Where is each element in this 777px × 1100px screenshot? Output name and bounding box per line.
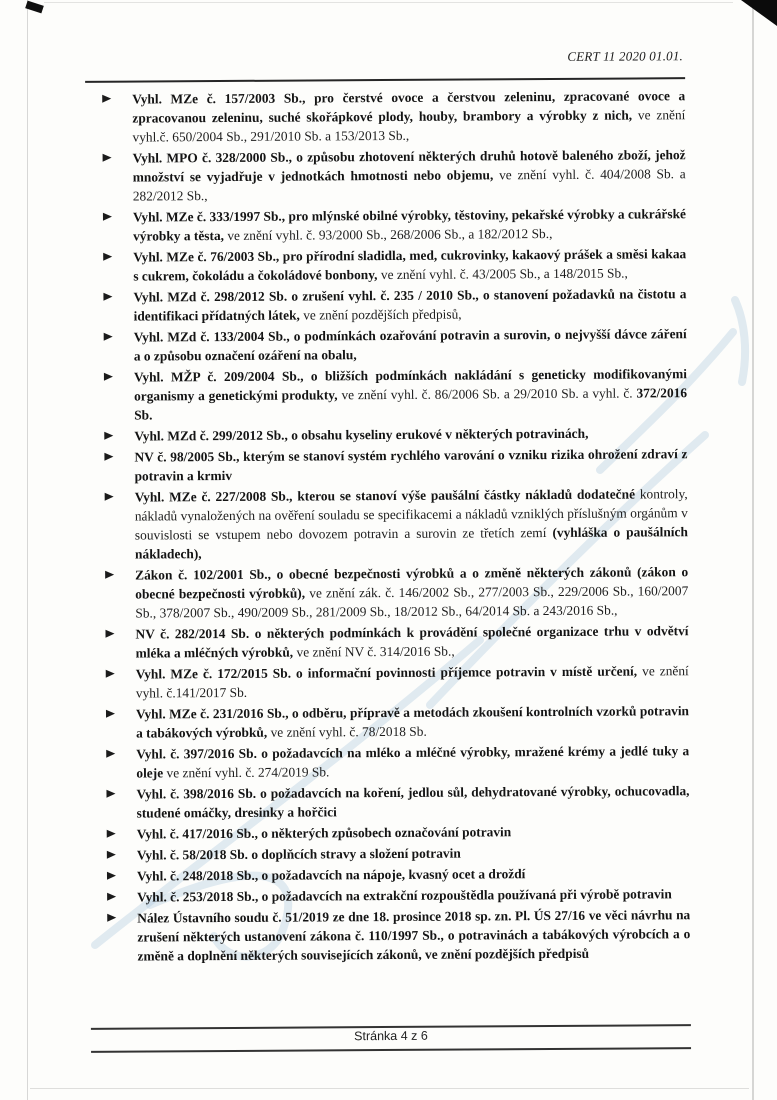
header-rule	[85, 77, 685, 83]
regulation-text: Vyhl. MPO č. 328/2000 Sb., o způsobu zhotovení některých druhů hotově baleného zboží, jehož množství se vyjadřuje v jednotkách hmotnosti nebo objemu, ve znění vyhl. č. 404/2008 Sb. a 282/2012 Sb.,	[132, 147, 686, 204]
bullet-arrow-icon	[103, 293, 112, 301]
list-item	[104, 562, 688, 623]
scan-edge-left	[27, 0, 28, 1100]
list-item	[105, 781, 689, 823]
bullet-arrow-icon	[107, 872, 116, 880]
list-item	[105, 701, 689, 743]
bullet-arrow-icon	[107, 851, 116, 859]
list-item	[101, 86, 685, 147]
bullet-arrow-icon	[106, 710, 115, 718]
list-item	[102, 244, 686, 286]
list-item	[104, 484, 688, 564]
list-item	[106, 905, 690, 966]
list-item	[103, 324, 687, 366]
bullet-arrow-icon	[107, 893, 116, 901]
regulation-text: Vyhl. MZd č. 299/2012 Sb., o obsahu kyseliny erukové v některých potravinách,	[134, 425, 589, 444]
scan-edge-right	[752, 0, 754, 1100]
regulation-text: NV č. 98/2005 Sb., kterým se stanoví systém rychlého varování o vzniku rizika ohrožení zdraví z potravin a krmiv	[134, 446, 688, 484]
scan-edge-bottom	[30, 1088, 749, 1089]
bullet-arrow-icon	[106, 790, 115, 798]
page-number: Stránka 4 z 6	[354, 1028, 428, 1044]
regulation-text: Vyhl. č. 58/2018 Sb. o doplňcích stravy a složení potravin	[136, 845, 461, 863]
list-item	[102, 284, 686, 326]
list-item	[106, 842, 690, 865]
regulation-text: Vyhl. č. 398/2016 Sb. o požadavcích na koření, jedlou sůl, dehydratované výrobky, ochucovadla, studené omáčky, dresinky a hořčici	[136, 783, 690, 821]
scan-edge-top	[44, 2, 733, 3]
regulation-text: Vyhl. MZe č. 172/2015 Sb. o informační povinnosti příjemce potravin v místě určení, ve znění vyhl. č.141/2017 Sb.	[135, 663, 689, 701]
bullet-arrow-icon	[104, 432, 113, 440]
regulation-text: Vyhl. č. 248/2018 Sb., o požadavcích na nápoje, kvasný ocet a droždí	[136, 866, 526, 884]
regulation-text: Vyhl. MZe č. 227/2008 Sb., kterou se stanoví výše paušální částky nákladů dodatečné kontroly, nákladů vynaložených na ověření souladu se specifikacemi a nákladů vzniklých příslušným orgánům v souvislosti se vstupem nebo dovozem potravin a surovin ze třetích zemí (vyhláška o paušálních nákladech),	[134, 486, 688, 562]
regulation-text: Vyhl. MZe č. 231/2016 Sb., o odběru, přípravě a metodách zkoušení kontrolních vzorků potravin a tabákových výrobků, ve znění vyhl. č. 78/2018 Sb.	[135, 703, 690, 741]
bullet-arrow-icon	[104, 453, 113, 461]
bullet-arrow-icon	[102, 95, 111, 103]
regulation-text: Nález Ústavního soudu č. 51/2019 ze dne 18. prosince 2018 sp. zn. Pl. ÚS 27/16 ve věci návrhu na zrušení některých ustanovení zákona č. 110/1997 Sb., o potravinách a tabákových výrobcích a o změně a doplnění některých souvisejících zákonů, ve znění pozdějších předpisů	[137, 907, 691, 964]
regulation-text: Zákon č. 102/2001 Sb., o obecné bezpečnosti výrobků a o změně některých zákonů (zákon o obecné bezpečnosti výrobků), ve znění zák. č. 146/2002 Sb., 277/2003 Sb., 229/2006 Sb., 160/2007 Sb., 378/2007 Sb., 490/2009 Sb., 281/2009 Sb., 18/2012 Sb., 64/2014 Sb. a 243/2016 Sb.,	[135, 564, 689, 621]
bullet-arrow-icon	[104, 373, 113, 381]
list-item	[103, 444, 687, 486]
bullet-arrow-icon	[105, 630, 114, 638]
regulation-text: Vyhl. MZe č. 333/1997 Sb., pro mlýnské obilné výrobky, těstoviny, pekařské výrobky a cukrářské výrobky a těsta, ve znění vyhl. č. 93/2000 Sb., 268/2006 Sb., a 182/2012 Sb.,	[132, 206, 686, 244]
regulation-text: Vyhl. č. 397/2016 Sb. o požadavcích na mléko a mléčné výrobky, mražené krémy a jedlé tuky a oleje ve znění vyhl. č. 274/2019 Sb.	[136, 743, 690, 781]
list-item	[103, 364, 687, 425]
regulation-text: Vyhl. MZd č. 133/2004 Sb., o podmínkách ozařování potravin a surovin, o nejvyšší dávce záření a o způsobu označení ozáření na obalu,	[133, 326, 687, 364]
regulation-text: Vyhl. č. 417/2016 Sb., o některých způsobech označování potravin	[136, 824, 512, 842]
regulation-text: Vyhl. MZe č. 76/2003 Sb., pro přírodní sladidla, med, cukrovinky, kakaový prášek a směsi kakaa s cukrem, čokoládu a čokoládové bonbony, ve znění vyhl. č. 43/2005 Sb., a 148/2015 Sb.,	[133, 246, 687, 284]
list-item	[103, 423, 687, 446]
bullet-arrow-icon	[104, 333, 113, 341]
list-item	[106, 884, 690, 907]
footer-rule-bottom	[91, 1047, 691, 1052]
regulation-text: Vyhl. č. 253/2018 Sb., o požadavcích na extrakční rozpouštědla používaná při výrobě potravin	[137, 886, 672, 905]
regulation-text: NV č. 282/2014 Sb. o některých podmínkách k provádění společné organizace trhu v odvětví mléka a mléčných výrobků, ve znění NV č. 314/2016 Sb.,	[135, 623, 689, 661]
bullet-arrow-icon	[107, 830, 116, 838]
regulation-text: Vyhl. MZd č. 298/2012 Sb. o zrušení vyhl. č. 235 / 2010 Sb., o stanovení požadavků na čistotu a identifikaci přídatných látek, ve znění pozdějších předpisů,	[133, 286, 687, 324]
scan-artifact-top-right	[741, 0, 777, 26]
bullet-arrow-icon	[106, 750, 115, 758]
regulation-text: Vyhl. MŽP č. 209/2004 Sb., o bližších podmínkách nakládání s geneticky modifikovanými organismy a genetickými produkty, ve znění vyhl. č. 86/2006 Sb. a 29/2010 Sb. a vyhl. č. 372/2016 Sb.	[133, 366, 688, 423]
list-item	[106, 821, 690, 844]
list-item	[102, 145, 686, 206]
bullet-arrow-icon	[107, 914, 116, 922]
list-item	[105, 741, 689, 783]
bullet-arrow-icon	[103, 253, 112, 261]
bullet-arrow-icon	[105, 493, 114, 501]
bullet-arrow-icon	[106, 670, 115, 678]
list-item	[104, 621, 688, 663]
regulation-list	[101, 86, 690, 968]
regulation-text: Vyhl. MZe č. 157/2003 Sb., pro čerstvé ovoce a čerstvou zeleninu, zpracované ovoce a zpracovanou zeleninu, suché skořápkové plody, houby, brambory a výrobky z nich, ve znění vyhl.č. 650/2004 Sb., 291/2010 Sb. a 153/2013 Sb.,	[132, 88, 686, 145]
page-header: CERT 11 2020 01.01.	[567, 48, 684, 64]
bullet-arrow-icon	[103, 213, 112, 221]
list-item	[105, 661, 689, 703]
list-item	[102, 204, 686, 246]
bullet-arrow-icon	[105, 571, 114, 579]
list-item	[106, 863, 690, 886]
bullet-arrow-icon	[103, 154, 112, 162]
